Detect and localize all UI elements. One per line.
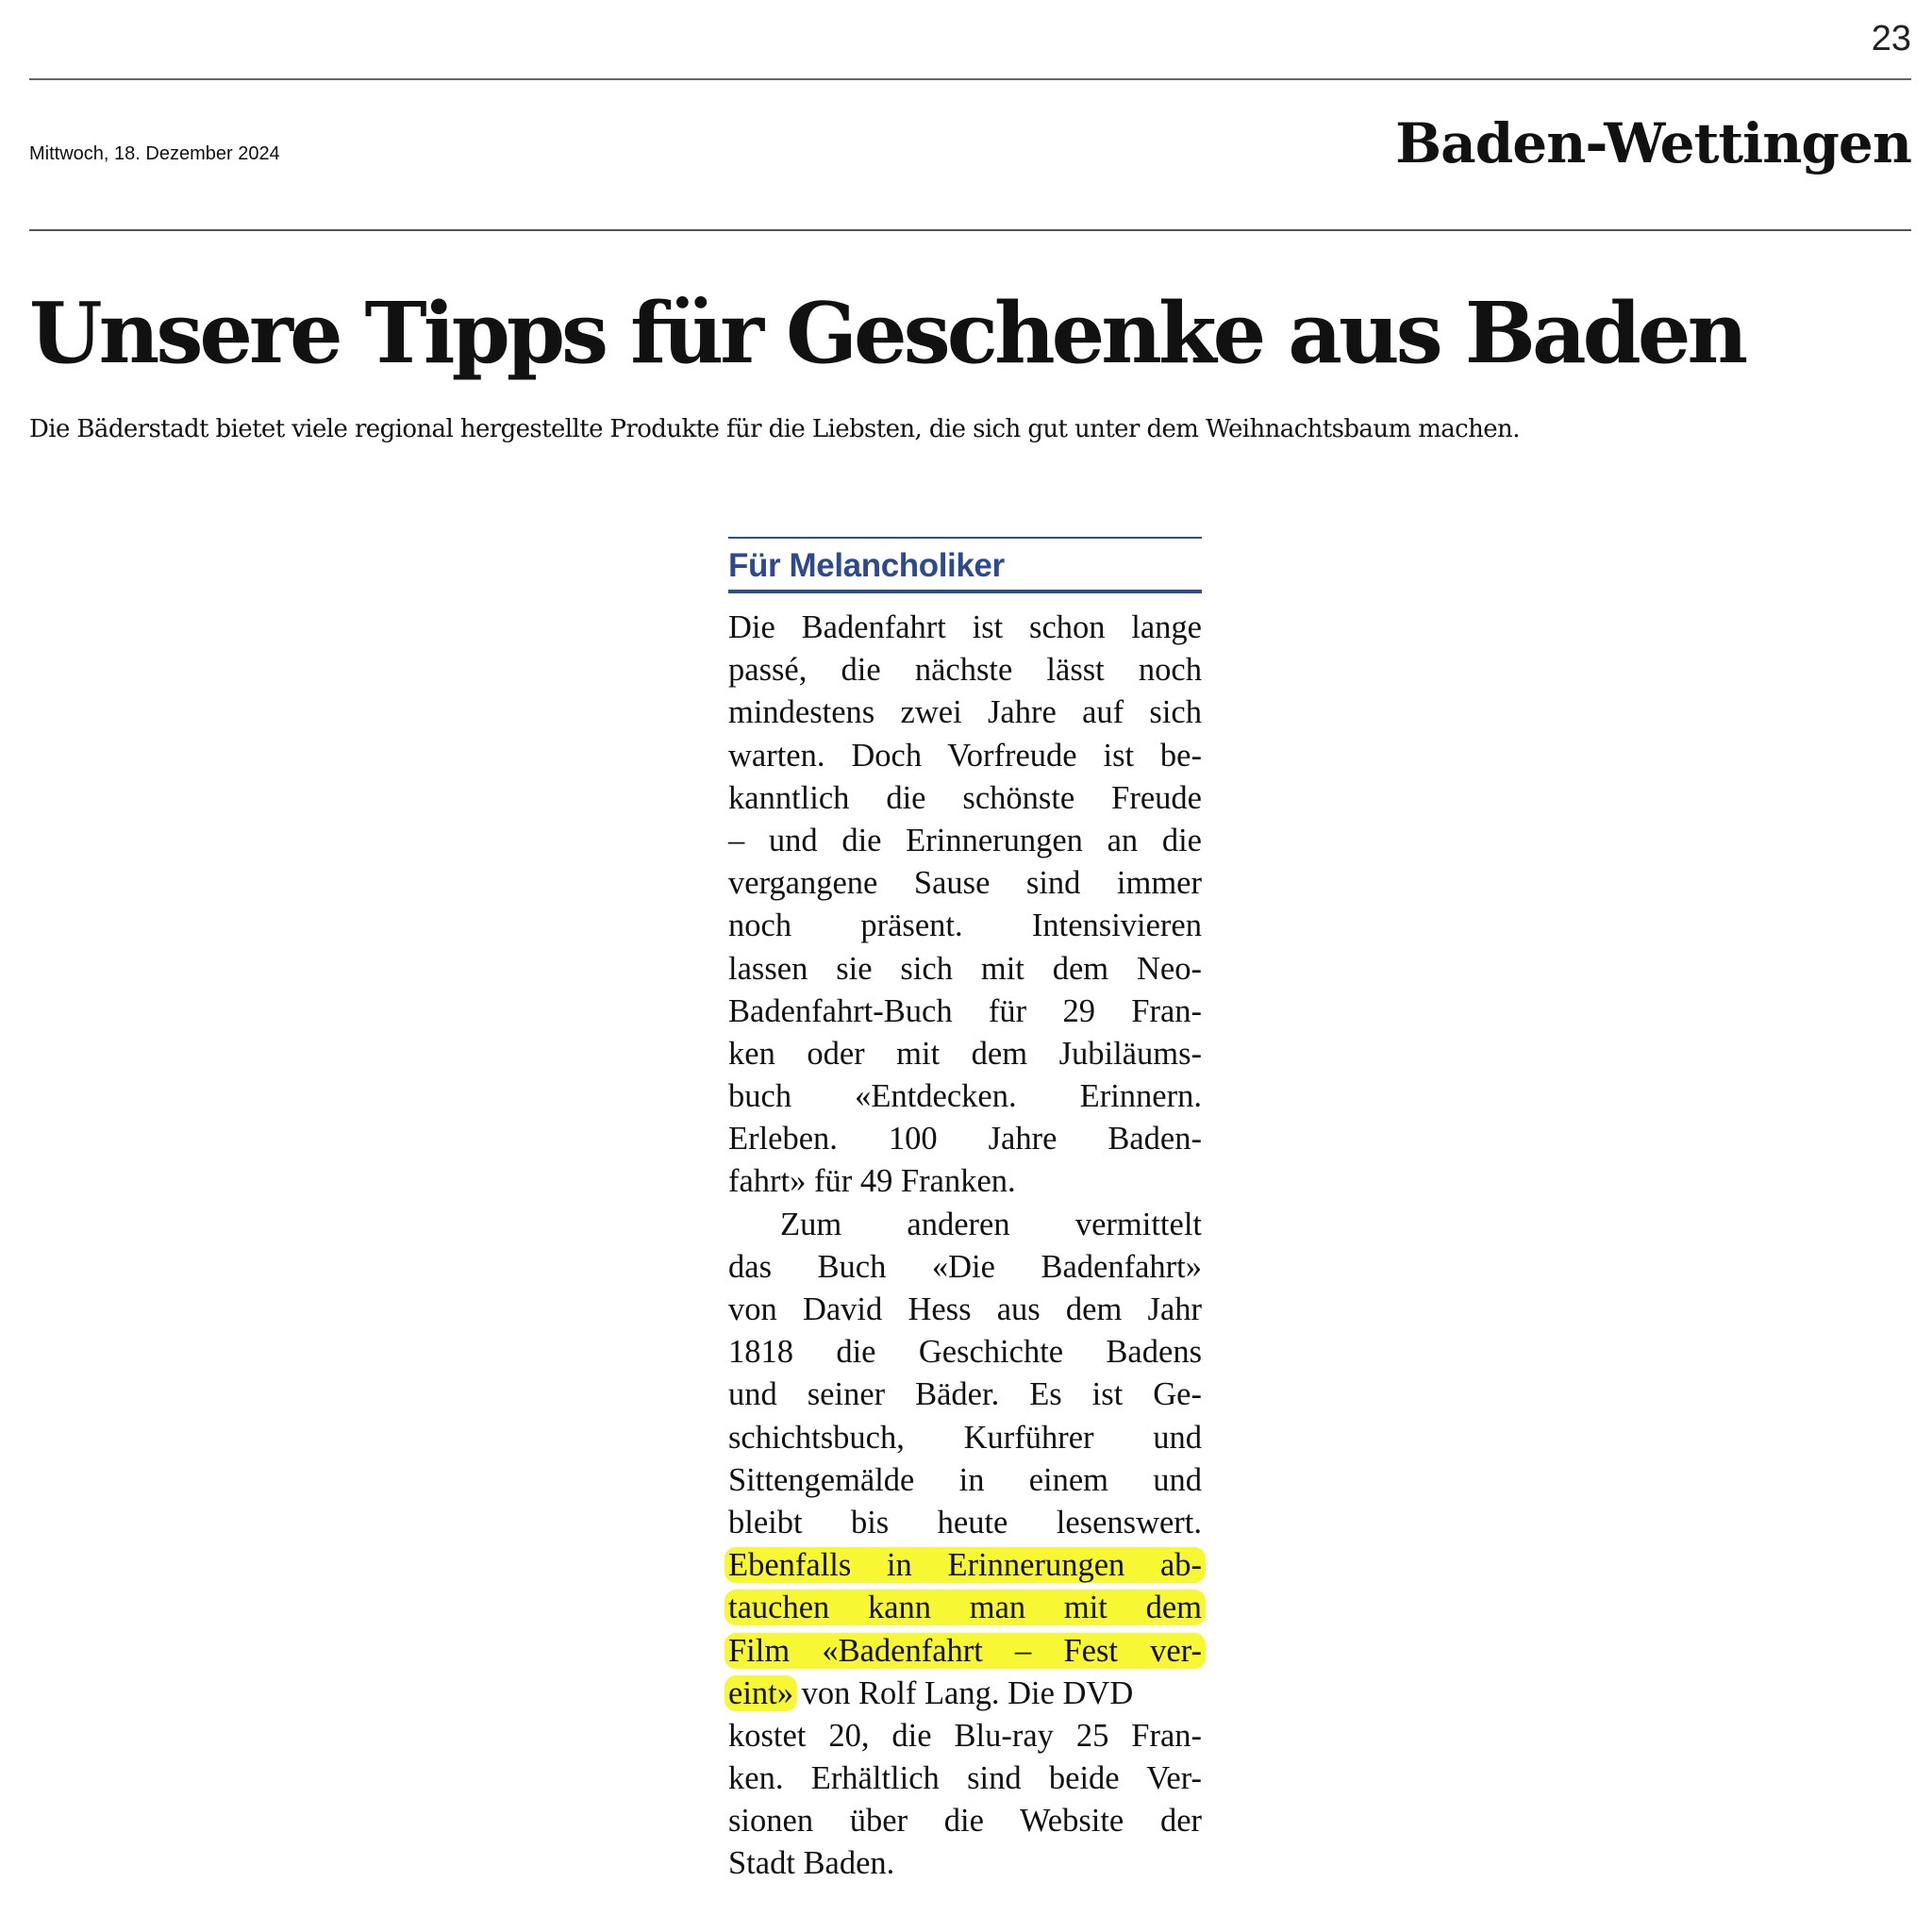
body-line: das Buch «Die Badenfahrt» (728, 1248, 1202, 1285)
article-body (728, 607, 1202, 1886)
section-rule (29, 229, 1911, 231)
highlight-span: Film «Badenfahrt – Fest ver- (724, 1633, 1206, 1669)
body-text-span: von Rolf Lang. Die DVD (792, 1674, 1134, 1711)
body-line: Badenfahrt-Buch für 29 Fran- (728, 992, 1202, 1029)
article-lead: Die Bäderstadt bietet viele regional hergestellte Produkte für die Liebsten, die sich gut unter dem Weihnachtsbaum machen. (29, 415, 1520, 443)
header-rule (29, 78, 1911, 80)
body-line: ken. Erhältlich sind beide Ver- (728, 1760, 1202, 1797)
body-line-highlighted (728, 1587, 1202, 1629)
article-headline: Unsere Tipps für Geschenke aus Baden (29, 283, 1745, 382)
kicker-rule-top (728, 537, 1202, 539)
kicker-title: Für Melancholiker (728, 547, 1005, 584)
body-line: Sittengemälde in einem und (728, 1461, 1202, 1498)
body-line: ken oder mit dem Jubiläums- (728, 1035, 1202, 1072)
body-line: Stadt Baden. (728, 1845, 895, 1882)
body-line: buch «Entdecken. Erinnern. (728, 1078, 1202, 1115)
body-line: von David Hess aus dem Jahr (728, 1291, 1202, 1327)
publication-date: Mittwoch, 18. Dezember 2024 (29, 143, 280, 164)
page-number: 23 (1871, 19, 1911, 58)
body-line: bleibt bis heute lesenswert. (728, 1504, 1202, 1541)
body-line: kanntlich die schönste Freude (728, 779, 1202, 816)
body-line: fahrt» für 49 Franken. (728, 1163, 1016, 1200)
highlight-span: tauchen kann man mit dem (724, 1590, 1206, 1625)
body-line: vergangene Sause sind immer (728, 865, 1202, 902)
body-line: Die Badenfahrt ist schon lange (728, 609, 1202, 645)
body-line: kostet 20, die Blu-ray 25 Fran- (728, 1717, 1202, 1754)
article-column (728, 537, 1202, 1886)
body-line: passé, die nächste lässt noch (728, 652, 1202, 689)
body-line-highlighted (728, 1544, 1202, 1587)
body-line: 1818 die Geschichte Badens (728, 1334, 1202, 1371)
body-line: warten. Doch Vorfreude ist be- (728, 737, 1202, 774)
body-line: Zum anderen vermittelt (780, 1206, 1202, 1242)
highlight-span: Ebenfalls in Erinnerungen ab- (724, 1547, 1206, 1583)
body-line: noch präsent. Intensivieren (728, 908, 1202, 944)
kicker-rule-bottom (728, 590, 1202, 593)
body-line: sionen über die Website der (728, 1803, 1202, 1840)
body-line-highlighted (728, 1630, 1202, 1673)
section-title: Baden-Wettingen (1395, 111, 1911, 175)
body-line-highlighted (728, 1673, 1202, 1715)
body-line: und seiner Bäder. Es ist Ge- (728, 1376, 1202, 1413)
body-line: Erleben. 100 Jahre Baden- (728, 1121, 1202, 1158)
body-line: – und die Erinnerungen an die (728, 822, 1202, 858)
body-line: mindestens zwei Jahre auf sich (728, 694, 1202, 731)
body-line: schichtsbuch, Kurführer und (728, 1419, 1202, 1456)
highlight-span: eint» (724, 1675, 797, 1711)
body-line: lassen sie sich mit dem Neo- (728, 950, 1202, 987)
